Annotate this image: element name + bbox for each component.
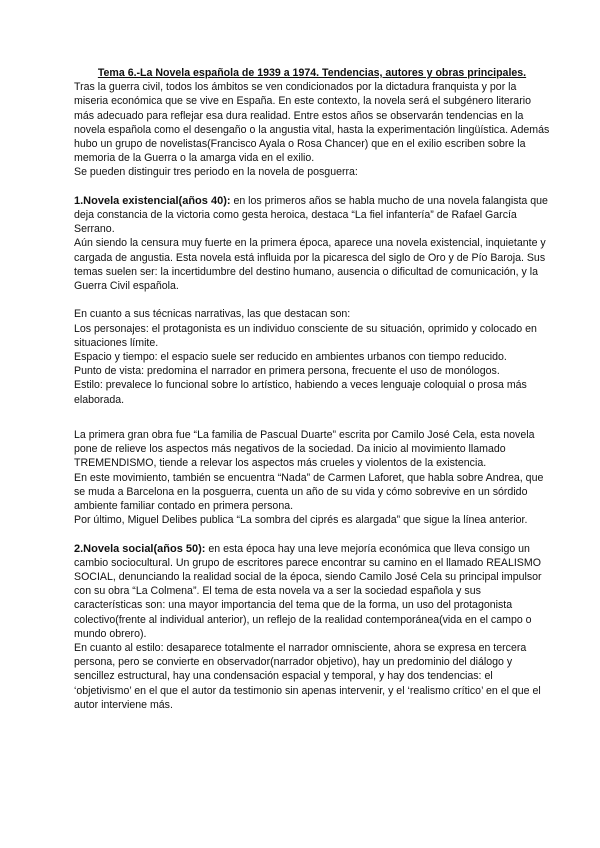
- section2-paragraph: [74, 542, 550, 641]
- intro-periods-line: Se pueden distinguir tres periodo en la novela de posguerra:: [74, 166, 358, 179]
- technique-point-of-view: Punto de vista: predomina el narrador en primera persona, frecuente el uso de monólogos.: [74, 365, 500, 378]
- section2-style-paragraph: En cuanto al estilo: desaparece totalmente el narrador omnisciente, ahora se expresa en tercera persona, pero se convierte en observador(narrador objetivo), hay un predominio del diálogo y sencillez estructural, hay una condensación espacial y temporal, y hay dos tendencias: el ‘objetivismo’ en el que el autor da testimonio sin apenas intervenir, y el ‘realismo crítico’ en el que el autor interviene más.: [74, 642, 541, 711]
- works-laforet-paragraph: En este movimiento, también se encuentra “Nada” de Carmen Laforet, que habla sobre Andrea, que se muda a Barcelona en la posguerra, cuenta un año de su vida y cómo sobrevive en un sórdido ambiente familiar contado en primera persona.: [74, 471, 544, 513]
- section1-heading: 1.Novela existencial(años 40):: [74, 194, 231, 207]
- section2-heading: 2.Novela social(años 50):: [74, 542, 206, 555]
- section1-existential-paragraph: Aún siendo la censura muy fuerte en la primera época, aparece una novela existencial, inquietante y cargada de angustia. Esta novela está influida por la picaresca del siglo de Oro y de Pío Baroja. Sus temas suelen ser: la incertidumbre del destino humano, ausencia o dificultad de comunicación, y la Guerra Civil española.: [74, 237, 546, 293]
- technique-space-time: Espacio y tiempo: el espacio suele ser reducido en ambientes urbanos con tiempo reducido.: [74, 351, 507, 364]
- intro-paragraph: Tras la guerra civil, todos los ámbitos se ven condicionados por la dictadura franquista y por la miseria económica que se vive en España. En este contexto, la novela será el subgénero literario más adecuado para reflejar esa dura realidad. Entre estos años se observarán tendencias en la novela española como el desengaño o la angustia vital, hasta la experimentación lingüística. Además hubo un grupo de novelistas(Francisco Ayala o Rosa Chancer) que en el exilio escriben sobre la memoria de la Guerra o la amarga vida en el exilio.: [74, 81, 550, 165]
- works-cela-paragraph: La primera gran obra fue “La familia de Pascual Duarte” escrita por Camilo José Cela, esta novela pone de relieve los aspectos más negativos de la sociedad. Da inicio al movimiento llamado TREMENDISMO, tiende a relevar los aspectos más crueles y violentos de la existencia.: [74, 429, 535, 470]
- section1-lead: en los primeros años se habla mucho de una novela falangista que deja constancia de la victoria como gesta heroica, destaca “La fiel infantería” de Rafael García Serrano.: [74, 194, 548, 236]
- section2-lead: en esta época hay una leve mejoría económica que lleva consigo un cambio sociocultural. Un grupo de escritores parece encontrar su camino en el llamado REALISMO SOCIAL, denunciando la realidad social de la época, siendo Camilo José Cela su principal impulsor con su obra “La Colmena”. El tema de esta novela va a ser la sociedad española y sus características son: una mayor importancia del tema que de la forma, un uso del protagonista colectivo(frente al individual anterior), un reflejo de la realidad contemporánea(vida en el campo o mundo obrero).: [74, 542, 542, 640]
- section1-paragraph: [74, 194, 550, 237]
- techniques-intro: En cuanto a sus técnicas narrativas, las que destacan son:: [74, 308, 351, 321]
- technique-characters: Los personajes: el protagonista es un individuo consciente de su situación, oprimido y colocado en situaciones límite.: [74, 322, 537, 349]
- works-delibes-paragraph: Por último, Miguel Delibes publica “La sombra del ciprés es alargada” que sigue la línea anterior.: [74, 514, 528, 527]
- document-title: Tema 6.-La Novela española de 1939 a 1974. Tendencias, autores y obras principales.: [97, 67, 527, 79]
- technique-style: Estilo: prevalece lo funcional sobre lo artístico, habiendo a veces lenguaje coloquial o prosa más elaborada.: [74, 379, 527, 406]
